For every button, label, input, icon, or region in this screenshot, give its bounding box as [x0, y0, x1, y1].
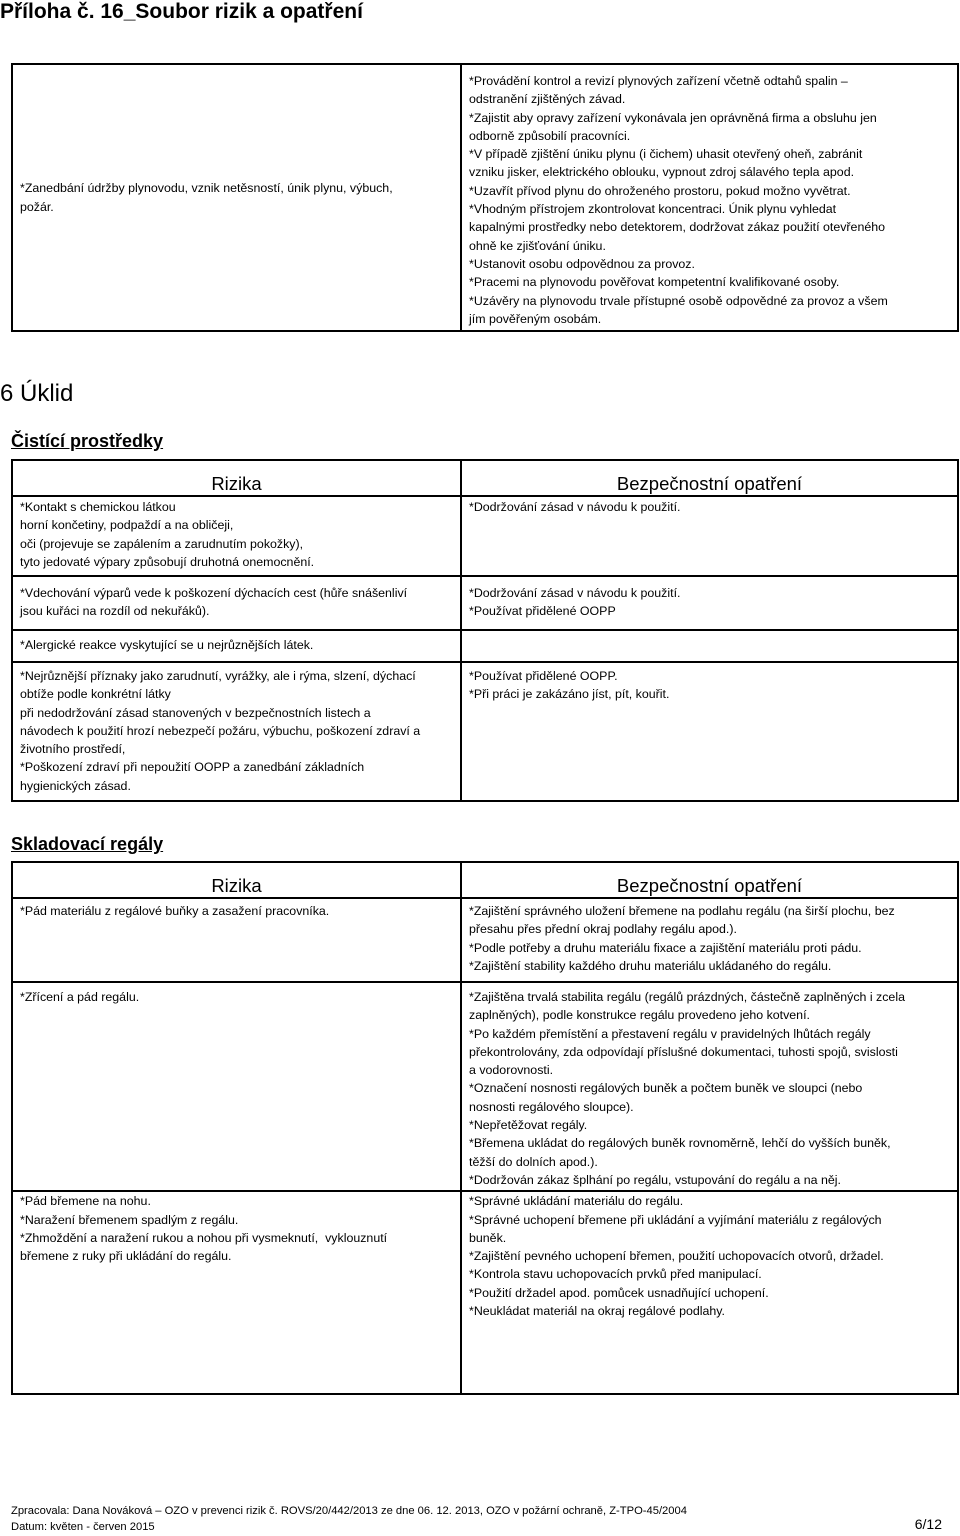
risk-line: *Kontakt s chemickou látkou: [20, 500, 176, 514]
measure-line: *Uzávěry na plynovodu trvale přístupné osobě odpovědné za provoz a všem: [469, 293, 888, 308]
risk-line: *Vdechování výparů vede k poškození dýchacích cest (hůře snášenliví: [20, 586, 408, 600]
table-row: [12, 982, 958, 1191]
page-number: 6/12: [914, 1516, 942, 1532]
measure-line: nosnosti regálového sloupce).: [469, 1099, 634, 1114]
risk-cell: [12, 630, 461, 662]
measure-line: *Břemena ukládat do regálových buněk rovnoměrně, lehčí do vyšších buněk,: [469, 1136, 891, 1151]
risk-cell: [12, 496, 461, 576]
measure-line: přesahu přes přední okraj podlahy regálu apod.).: [469, 922, 737, 937]
table-header-row: [12, 862, 958, 898]
risk-cell: [12, 64, 461, 331]
measure-line: *Správné uchopení břemene při ukládání a vyjímání materiálu z regálových: [469, 1212, 882, 1227]
measure-line: ohně ke zjišťování úniku.: [469, 238, 606, 253]
measure-line: *Pracemi na plynovodu pověřovat kompetentní kvalifikované osoby.: [469, 275, 840, 290]
measure-line: *Provádění kontrol a revizí plynových zařízení včetně odtahů spalin –: [469, 74, 848, 88]
table-row: [12, 576, 958, 630]
measure-line: *Zajištění správného uložení břemene na podlahu regálu (na širší plochu, bez: [469, 904, 895, 918]
document-title: Příloha č. 16_Soubor rizik a opatření: [0, 0, 363, 23]
table-row: [12, 662, 958, 801]
risk-line: *Pád materiálu z regálové buňky a zasažení pracovníka.: [20, 904, 330, 918]
column-header-measures: Bezpečnostní opatření: [461, 862, 958, 898]
measure-line: kapalnými prostředky nebo detektorem, dodržovat zákaz použití otevřeného: [469, 220, 886, 235]
measure-line: *Ustanovit osobu odpovědnou za provoz.: [469, 256, 695, 271]
table-row: [12, 898, 958, 982]
risk-line: *Zřícení a pád regálu.: [20, 990, 140, 1004]
column-header-risks: Rizika: [12, 862, 461, 898]
risk-line: při nedodržování zásad stanovených v bezpečnostních listech a: [20, 705, 371, 720]
subheading-racks: Skladovací regály: [11, 834, 164, 854]
risk-line: *Nejrůznější příznaky jako zarudnutí, vyrážky, ale i rýma, slzení, dýchací: [20, 669, 416, 683]
measure-line: *Použití držadel apod. pomůcek usnadňující uchopení.: [469, 1285, 769, 1300]
measure-line: překontrolovány, zda odpovídají příslušné dokumentaci, tuhosti spojů, svislosti: [469, 1044, 898, 1059]
measures-cell: [461, 576, 958, 630]
measure-line: *Správné ukládání materiálu do regálu.: [469, 1194, 684, 1209]
risk-line: požár.: [20, 199, 54, 214]
risk-line: hygienických zásad.: [20, 778, 131, 793]
table-row: [12, 64, 958, 331]
measure-line: *Zajištěna trvalá stabilita regálu (regálů prázdných, částečně zaplněných i zcela: [469, 990, 905, 1004]
measure-line: *Označení nosnosti regálových buněk a počtem buněk ve sloupci (nebo: [469, 1081, 863, 1096]
risk-line: *Alergické reakce vyskytující se u nejrůznějších látek.: [20, 638, 314, 652]
measure-line: *Dodržován zákaz šplhání po regálu, vstupování do regálu a na něj.: [469, 1172, 841, 1187]
measure-line: *Používat přidělené OOPP.: [469, 669, 618, 683]
measure-line: *Vhodným přístrojem zkontrolovat koncentraci. Únik plynu vyhledat: [469, 202, 837, 217]
table-header-row: [12, 460, 958, 496]
risk-line: tyto jedovaté výpary způsobují druhotná onemocnění.: [20, 554, 315, 569]
measure-line: odborně způsobilí pracovníci.: [469, 128, 631, 143]
gas-risk-table: [11, 63, 959, 332]
measure-line: odstranění zjištěných závad.: [469, 92, 626, 107]
table-row: [12, 496, 958, 576]
subheading-cleaning: Čistící prostředky: [11, 431, 164, 451]
measure-line: *Nepřetěžovat regály.: [469, 1118, 588, 1133]
column-header-measures: Bezpečnostní opatření: [461, 460, 958, 496]
section-title: 6 Úklid: [0, 380, 74, 407]
measure-line: *V případě zjištění úniku plynu (i čichem) uhasit otevřený oheň, zabránit: [469, 147, 863, 162]
measure-line: *Zajištění stability každého druhu materiálu ukládaného do regálu.: [469, 958, 832, 973]
measure-line: *Zajištění pevného uchopení břemen, použití uchopovacích otvorů, držadel.: [469, 1249, 884, 1264]
risk-line: horní končetiny, podpaždí a na obličeji,: [20, 518, 234, 533]
column-header-risks: Rizika: [12, 460, 461, 496]
table-row: [12, 1191, 958, 1394]
cleaning-risk-table: [11, 459, 959, 802]
measure-line: *Používat přidělené OOPP: [469, 604, 616, 619]
risk-line: *Pád břemene na nohu.: [20, 1194, 151, 1209]
measure-line: buněk.: [469, 1230, 507, 1245]
risk-line: *Zanedbání údržby plynovodu, vznik netěsností, únik plynu, výbuch,: [20, 181, 393, 196]
table-row: [12, 630, 958, 662]
measures-cell: [461, 662, 958, 801]
measure-line: a vodorovnosti.: [469, 1063, 554, 1078]
measures-cell: [461, 1191, 958, 1394]
risk-line: *Poškození zdraví při nepoužití OOPP a zanedbání základních: [20, 760, 365, 775]
measure-line: *Po každém přemístění a přestavení regálu v pravidelných lhůtách regály: [469, 1026, 871, 1041]
risk-line: *Naražení břemenem spadlým z regálu.: [20, 1212, 239, 1227]
risk-line: *Zhmoždění a naražení rukou a nohou při vysmeknutí, vyklouznutí: [20, 1230, 388, 1245]
measures-cell: [461, 982, 958, 1191]
measure-line: *Zajistit aby opravy zařízení vykonávala jen oprávněná firma a obsluhu jen: [469, 110, 877, 125]
measure-line: *Podle potřeby a druhu materiálu fixace a zajištění materiálu proti pádu.: [469, 940, 862, 955]
measure-line: *Neukládat materiál na okraj regálové podlahy.: [469, 1304, 725, 1319]
measure-line: *Dodržování zásad v návodu k použití.: [469, 586, 681, 600]
measure-line: zaplněných), podle konstrukce regálu provedeno jeho kotvení.: [469, 1008, 810, 1023]
risk-line: životního prostředí,: [20, 742, 126, 757]
measure-line: *Při práci je zakázáno jíst, pít, kouřit.: [469, 687, 670, 702]
risk-line: jsou kuřáci na rozdíl od nekuřáků).: [20, 604, 210, 619]
footer-date: Datum: květen - červen 2015: [11, 1521, 155, 1533]
risk-line: břemene z ruky při ukládání do regálu.: [20, 1249, 232, 1264]
risk-cell: [12, 898, 461, 982]
measures-cell: [461, 496, 958, 576]
risk-line: oči (projevuje se zapálením a zarudnutím pokožky),: [20, 536, 304, 551]
risk-cell: [12, 982, 461, 1191]
measure-line: *Dodržování zásad v návodu k použití.: [469, 500, 681, 514]
risk-cell: [12, 1191, 461, 1394]
measure-line: jím pověřeným osobám.: [469, 311, 602, 326]
measure-line: těžší do dolních apod.).: [469, 1154, 598, 1169]
measures-cell: [461, 630, 958, 662]
measures-cell: [461, 898, 958, 982]
racks-risk-table: [11, 861, 959, 1395]
measure-line: *Kontrola stavu uchopovacích prvků před manipulací.: [469, 1267, 762, 1282]
footer-author: Zpracovala: Dana Nováková – OZO v prevenci rizik č. ROVS/20/442/2013 ze dne 06. 12. 2013, OZO v požární ochraně, Z-TPO-45/2004: [11, 1505, 687, 1517]
risk-cell: [12, 576, 461, 630]
risk-cell: [12, 662, 461, 801]
risk-line: návodech k použití hrozí nebezpečí požáru, výbuchu, poškození zdraví a: [20, 723, 421, 738]
measure-line: *Uzavřít přívod plynu do ohroženého prostoru, pokud možno vyvětrat.: [469, 183, 851, 198]
risk-line: obtíže podle konkrétní látky: [20, 687, 171, 702]
measures-cell: [461, 64, 958, 331]
measure-line: vzniku jisker, elektrického oblouku, vypnout zdroj sálavého tepla apod.: [469, 165, 855, 180]
